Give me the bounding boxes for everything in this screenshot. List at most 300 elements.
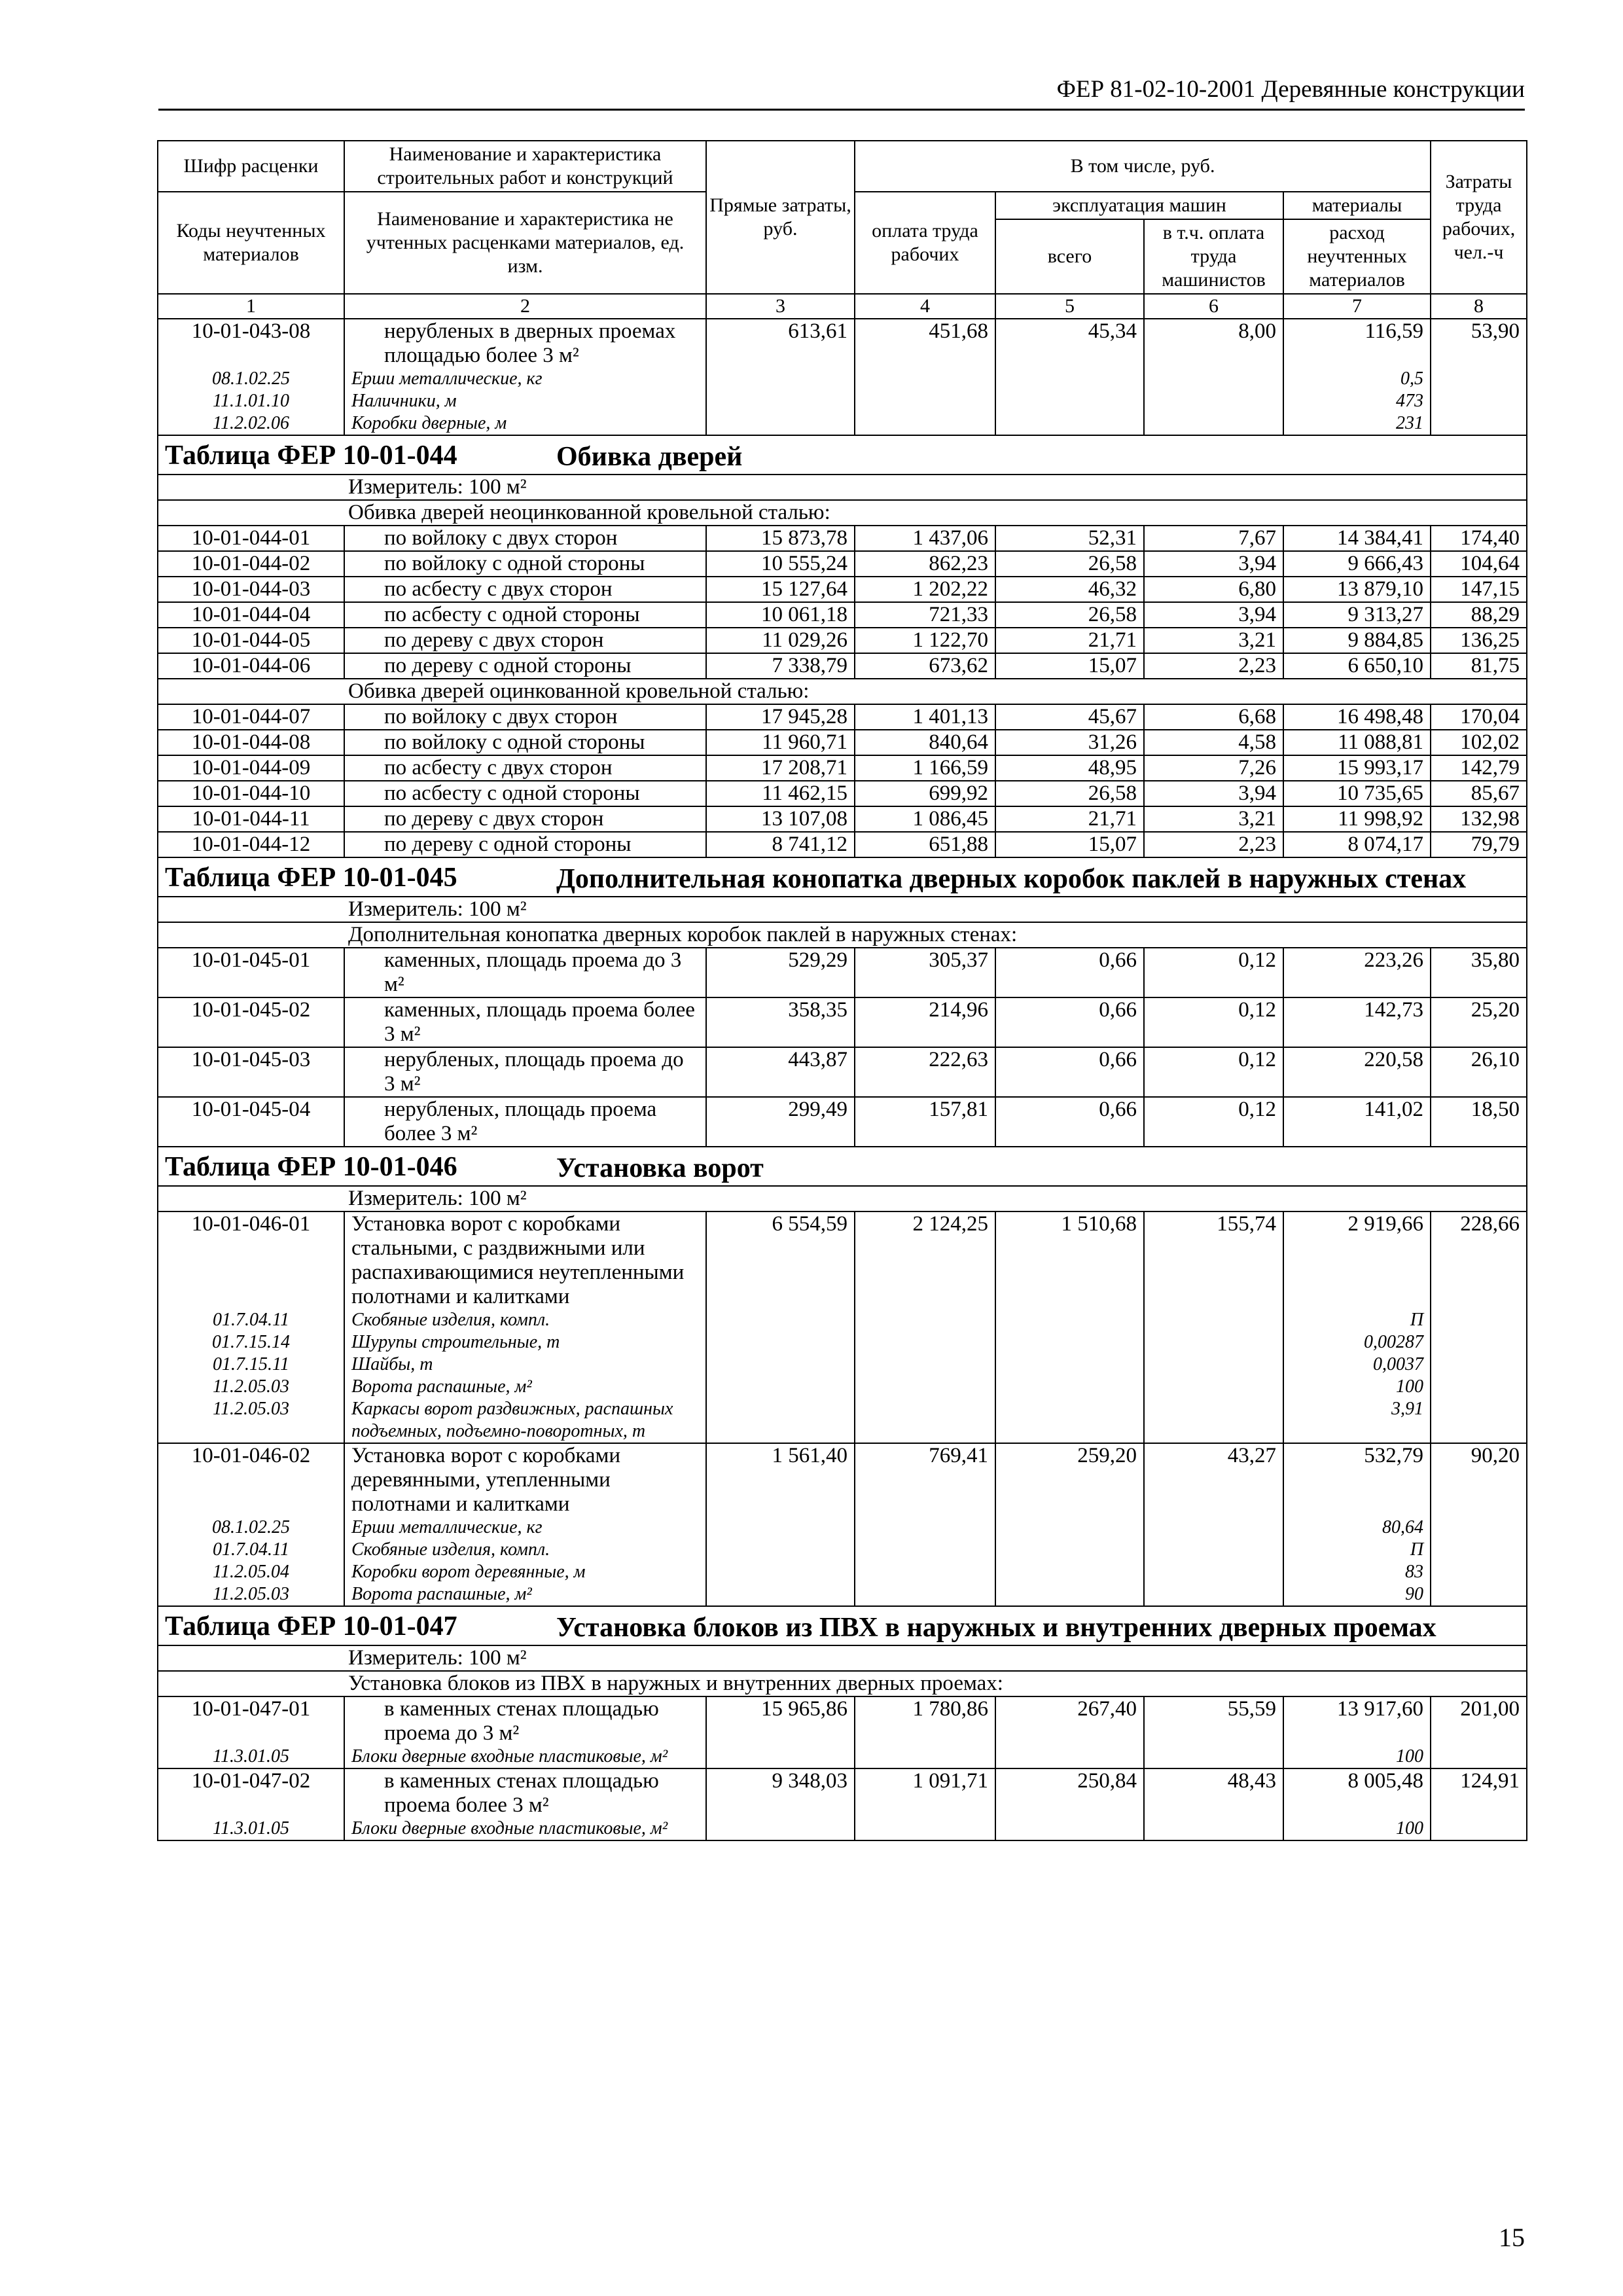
materials-cost: 6 650,10	[1283, 653, 1431, 679]
section-heading: Обивка дверей неоцинкованной кровельной сталью:	[158, 500, 1527, 526]
material-quantity: 100	[1283, 1376, 1431, 1398]
empty-cell	[995, 1583, 1144, 1606]
labor-wages: 157,81	[855, 1097, 995, 1147]
table-title	[158, 857, 1527, 897]
labor-wages: 2 124,25	[855, 1211, 995, 1309]
table-title-row	[158, 1147, 1527, 1186]
work-name: по асбесту с одной стороны	[344, 781, 706, 806]
work-name: каменных, площадь проема более 3 м²	[344, 997, 706, 1047]
materials-cost: 223,26	[1283, 948, 1431, 997]
materials-cost: 16 498,48	[1283, 704, 1431, 730]
table-name: Установка блоков из ПВХ в наружных и внутренних дверных проемах	[556, 1613, 1436, 1643]
material-name: Шурупы строительные, т	[344, 1331, 706, 1354]
header-code: Шифр расценки	[158, 141, 344, 192]
table-row	[158, 832, 1527, 857]
empty-cell	[855, 1818, 995, 1840]
materials-cost: 8 074,17	[1283, 832, 1431, 857]
direct-costs: 358,35	[706, 997, 855, 1047]
empty-cell	[706, 1376, 855, 1398]
labor-wages: 673,62	[855, 653, 995, 679]
empty-cell	[855, 412, 995, 435]
material-name: Скобяные изделия, компл.	[344, 1309, 706, 1331]
materials-cost: 9 313,27	[1283, 602, 1431, 628]
labor-wages: 721,33	[855, 602, 995, 628]
header-unaccounted-materials: расход неучтенных материалов	[1283, 219, 1431, 294]
column-number: 3	[706, 294, 855, 319]
empty-cell	[1144, 1516, 1283, 1539]
table-row	[158, 602, 1527, 628]
empty-cell	[855, 1376, 995, 1398]
column-number: 7	[1283, 294, 1431, 319]
empty-cell	[995, 1539, 1144, 1561]
direct-costs: 11 029,26	[706, 628, 855, 653]
empty-cell	[855, 1331, 995, 1354]
direct-costs: 17 208,71	[706, 755, 855, 781]
machines-total: 52,31	[995, 526, 1144, 551]
rate-code: 10-01-046-01	[158, 1211, 344, 1309]
material-code: 11.2.02.06	[158, 412, 344, 435]
labor-wages: 1 086,45	[855, 806, 995, 832]
empty-cell	[706, 1818, 855, 1840]
section-row	[158, 500, 1527, 526]
labor-hours: 201,00	[1431, 1696, 1527, 1746]
machinist-wages: 3,94	[1144, 551, 1283, 577]
direct-costs: 9 348,03	[706, 1768, 855, 1818]
table-row	[158, 1211, 1527, 1309]
empty-cell	[855, 1516, 995, 1539]
table-body	[158, 319, 1527, 1840]
materials-cost: 2 919,66	[1283, 1211, 1431, 1309]
empty-cell	[1144, 1561, 1283, 1583]
empty-cell	[706, 1561, 855, 1583]
table-row	[158, 551, 1527, 577]
empty-cell	[1431, 1746, 1527, 1768]
machines-total: 267,40	[995, 1696, 1144, 1746]
material-quantity: 0,00287	[1283, 1331, 1431, 1354]
labor-wages: 699,92	[855, 781, 995, 806]
rate-code: 10-01-045-01	[158, 948, 344, 997]
work-name: нерубленых в дверных проемах площадью более 3 м²	[344, 319, 706, 368]
column-number: 4	[855, 294, 995, 319]
labor-hours: 136,25	[1431, 628, 1527, 653]
table-row	[158, 1696, 1527, 1746]
labor-hours: 79,79	[1431, 832, 1527, 857]
materials-cost: 9 884,85	[1283, 628, 1431, 653]
machinist-wages: 3,21	[1144, 628, 1283, 653]
table-number: Таблица ФЕР 10-01-046	[165, 1152, 457, 1182]
labor-wages: 305,37	[855, 948, 995, 997]
material-name: Ворота распашные, м²	[344, 1376, 706, 1398]
column-number: 2	[344, 294, 706, 319]
labor-hours: 90,20	[1431, 1443, 1527, 1516]
unit-row	[158, 897, 1527, 922]
unit-row	[158, 475, 1527, 500]
header-labor-wages: оплата труда рабочих	[855, 192, 995, 294]
labor-hours: 18,50	[1431, 1097, 1527, 1147]
direct-costs: 15 127,64	[706, 577, 855, 602]
work-name: по асбесту с двух сторон	[344, 577, 706, 602]
material-quantity: 83	[1283, 1561, 1431, 1583]
material-row	[158, 1354, 1527, 1376]
labor-hours: 25,20	[1431, 997, 1527, 1047]
table-row	[158, 628, 1527, 653]
material-code: 08.1.02.25	[158, 368, 344, 390]
labor-hours: 170,04	[1431, 704, 1527, 730]
machinist-wages: 55,59	[1144, 1696, 1283, 1746]
measurement-unit: Измеритель: 100 м²	[158, 1186, 1527, 1211]
material-quantity: 231	[1283, 412, 1431, 435]
materials-cost: 9 666,43	[1283, 551, 1431, 577]
empty-cell	[706, 1516, 855, 1539]
machinist-wages: 2,23	[1144, 832, 1283, 857]
labor-hours: 102,02	[1431, 730, 1527, 755]
machinist-wages: 0,12	[1144, 1097, 1283, 1147]
rate-code: 10-01-044-07	[158, 704, 344, 730]
table-name: Дополнительная конопатка дверных коробок паклей в наружных стенах	[556, 864, 1467, 894]
empty-cell	[995, 1516, 1144, 1539]
empty-cell	[1431, 1539, 1527, 1561]
direct-costs: 15 873,78	[706, 526, 855, 551]
machinist-wages: 0,12	[1144, 997, 1283, 1047]
material-name: Скобяные изделия, компл.	[344, 1539, 706, 1561]
table-row	[158, 577, 1527, 602]
work-name: в каменных стенах площадью проема до 3 м²	[344, 1696, 706, 1746]
table-row	[158, 1097, 1527, 1147]
labor-wages: 1 122,70	[855, 628, 995, 653]
material-quantity: П	[1283, 1309, 1431, 1331]
empty-cell	[706, 1539, 855, 1561]
table-row	[158, 704, 1527, 730]
work-name: по дереву с одной стороны	[344, 653, 706, 679]
table-title	[158, 435, 1527, 475]
empty-cell	[1431, 368, 1527, 390]
empty-cell	[1431, 1331, 1527, 1354]
labor-wages: 214,96	[855, 997, 995, 1047]
empty-cell	[995, 412, 1144, 435]
empty-cell	[706, 1331, 855, 1354]
rate-code: 10-01-044-12	[158, 832, 344, 857]
table-row	[158, 1443, 1527, 1516]
empty-cell	[1144, 1331, 1283, 1354]
header-rule	[158, 109, 1525, 111]
material-quantity: 0,5	[1283, 368, 1431, 390]
measurement-unit: Измеритель: 100 м²	[158, 475, 1527, 500]
material-code: 11.2.05.03	[158, 1376, 344, 1398]
material-code: 11.2.05.03	[158, 1398, 344, 1443]
table-title	[158, 1147, 1527, 1186]
empty-cell	[1144, 1376, 1283, 1398]
column-number: 6	[1144, 294, 1283, 319]
material-quantity: 3,91	[1283, 1398, 1431, 1443]
labor-hours: 124,91	[1431, 1768, 1527, 1818]
rate-code: 10-01-043-08	[158, 319, 344, 368]
machines-total: 26,58	[995, 781, 1144, 806]
labor-wages: 1 780,86	[855, 1696, 995, 1746]
empty-cell	[1431, 390, 1527, 412]
table-row	[158, 806, 1527, 832]
materials-cost: 13 879,10	[1283, 577, 1431, 602]
material-quantity: П	[1283, 1539, 1431, 1561]
empty-cell	[995, 1309, 1144, 1331]
header-materials: материалы	[1283, 192, 1431, 219]
direct-costs: 10 555,24	[706, 551, 855, 577]
material-code: 11.2.05.03	[158, 1583, 344, 1606]
material-name: Блоки дверные входные пластиковые, м²	[344, 1818, 706, 1840]
direct-costs: 7 338,79	[706, 653, 855, 679]
empty-cell	[1144, 1539, 1283, 1561]
direct-costs: 10 061,18	[706, 602, 855, 628]
materials-cost: 8 005,48	[1283, 1768, 1431, 1818]
labor-hours: 26,10	[1431, 1047, 1527, 1097]
labor-hours: 35,80	[1431, 948, 1527, 997]
rates-table	[157, 140, 1527, 1841]
materials-cost: 141,02	[1283, 1097, 1431, 1147]
labor-wages: 222,63	[855, 1047, 995, 1097]
material-row	[158, 1583, 1527, 1606]
table-row	[158, 755, 1527, 781]
material-code: 08.1.02.25	[158, 1516, 344, 1539]
rate-code: 10-01-046-02	[158, 1443, 344, 1516]
labor-wages: 840,64	[855, 730, 995, 755]
empty-cell	[995, 1398, 1144, 1443]
machines-total: 15,07	[995, 832, 1144, 857]
materials-cost: 142,73	[1283, 997, 1431, 1047]
header-machines-total: всего	[995, 219, 1144, 294]
work-name: по войлоку с двух сторон	[344, 704, 706, 730]
empty-cell	[706, 1309, 855, 1331]
material-code: 11.2.05.04	[158, 1561, 344, 1583]
material-quantity: 80,64	[1283, 1516, 1431, 1539]
empty-cell	[1144, 1818, 1283, 1840]
machines-total: 31,26	[995, 730, 1144, 755]
empty-cell	[855, 1561, 995, 1583]
unit-row	[158, 1645, 1527, 1671]
empty-cell	[706, 1398, 855, 1443]
labor-hours: 53,90	[1431, 319, 1527, 368]
work-name: каменных, площадь проема до 3 м²	[344, 948, 706, 997]
machinist-wages: 43,27	[1144, 1443, 1283, 1516]
machinist-wages: 4,58	[1144, 730, 1283, 755]
empty-cell	[706, 412, 855, 435]
table-row	[158, 730, 1527, 755]
direct-costs: 299,49	[706, 1097, 855, 1147]
direct-costs: 443,87	[706, 1047, 855, 1097]
material-name: Коробки дверные, м	[344, 412, 706, 435]
material-name: Шайбы, т	[344, 1354, 706, 1376]
direct-costs: 529,29	[706, 948, 855, 997]
empty-cell	[706, 1583, 855, 1606]
machinist-wages: 3,94	[1144, 781, 1283, 806]
machines-total: 45,34	[995, 319, 1144, 368]
machinist-wages: 3,94	[1144, 602, 1283, 628]
machines-total: 48,95	[995, 755, 1144, 781]
labor-hours: 228,66	[1431, 1211, 1527, 1309]
material-name: Наличники, м	[344, 390, 706, 412]
empty-cell	[1144, 390, 1283, 412]
machines-total: 0,66	[995, 997, 1144, 1047]
material-row	[158, 390, 1527, 412]
column-number: 1	[158, 294, 344, 319]
rate-code: 10-01-044-04	[158, 602, 344, 628]
rate-code: 10-01-047-01	[158, 1696, 344, 1746]
rate-code: 10-01-045-03	[158, 1047, 344, 1097]
direct-costs: 15 965,86	[706, 1696, 855, 1746]
material-row	[158, 412, 1527, 435]
material-name: Ерши металлические, кг	[344, 368, 706, 390]
section-heading: Дополнительная конопатка дверных коробок паклей в наружных стенах:	[158, 922, 1527, 948]
table-name: Установка ворот	[556, 1153, 764, 1183]
materials-cost: 11 998,92	[1283, 806, 1431, 832]
labor-wages: 862,23	[855, 551, 995, 577]
machinist-wages: 6,80	[1144, 577, 1283, 602]
empty-cell	[1144, 368, 1283, 390]
direct-costs: 6 554,59	[706, 1211, 855, 1309]
material-name: Каркасы ворот раздвижных, распашных подъемных, подъемно-поворотных, т	[344, 1398, 706, 1443]
empty-cell	[995, 1376, 1144, 1398]
material-row	[158, 1561, 1527, 1583]
labor-wages: 1 202,22	[855, 577, 995, 602]
empty-cell	[995, 368, 1144, 390]
work-name: по войлоку с одной стороны	[344, 551, 706, 577]
section-heading: Установка блоков из ПВХ в наружных и внутренних дверных проемах:	[158, 1671, 1527, 1696]
work-name: по дереву с одной стороны	[344, 832, 706, 857]
unit-row	[158, 1186, 1527, 1211]
material-row	[158, 1746, 1527, 1768]
work-name: по дереву с двух сторон	[344, 806, 706, 832]
rate-code: 10-01-044-05	[158, 628, 344, 653]
direct-costs: 8 741,12	[706, 832, 855, 857]
direct-costs: 1 561,40	[706, 1443, 855, 1516]
empty-cell	[1144, 1398, 1283, 1443]
rate-code: 10-01-044-03	[158, 577, 344, 602]
empty-cell	[1144, 1583, 1283, 1606]
page-number: 15	[1499, 2223, 1525, 2252]
empty-cell	[1431, 1561, 1527, 1583]
direct-costs: 11 462,15	[706, 781, 855, 806]
empty-cell	[1431, 1516, 1527, 1539]
machines-total: 0,66	[995, 1097, 1144, 1147]
material-code: 01.7.15.11	[158, 1354, 344, 1376]
material-code: 01.7.04.11	[158, 1539, 344, 1561]
rate-code: 10-01-047-02	[158, 1768, 344, 1818]
column-number: 8	[1431, 294, 1527, 319]
rate-code: 10-01-044-09	[158, 755, 344, 781]
table-number: Таблица ФЕР 10-01-047	[165, 1611, 457, 1641]
labor-wages: 1 437,06	[855, 526, 995, 551]
labor-wages: 651,88	[855, 832, 995, 857]
empty-cell	[1431, 1354, 1527, 1376]
empty-cell	[855, 1309, 995, 1331]
empty-cell	[1144, 1746, 1283, 1768]
empty-cell	[995, 1818, 1144, 1840]
work-name: Установка ворот с коробками стальными, с раздвижными или распахивающимися неутепленными полотнами и калитками	[344, 1211, 706, 1309]
section-row	[158, 1671, 1527, 1696]
empty-cell	[995, 1354, 1144, 1376]
material-quantity: 100	[1283, 1746, 1431, 1768]
rate-code: 10-01-045-04	[158, 1097, 344, 1147]
table-row	[158, 319, 1527, 368]
material-row	[158, 1398, 1527, 1443]
labor-wages: 1 166,59	[855, 755, 995, 781]
machinist-wages: 0,12	[1144, 1047, 1283, 1097]
table-row	[158, 1047, 1527, 1097]
materials-cost: 532,79	[1283, 1443, 1431, 1516]
work-name: по асбесту с одной стороны	[344, 602, 706, 628]
table-title-row	[158, 1606, 1527, 1645]
direct-costs: 13 107,08	[706, 806, 855, 832]
material-name: Блоки дверные входные пластиковые, м²	[344, 1746, 706, 1768]
empty-cell	[1431, 1398, 1527, 1443]
table-row	[158, 948, 1527, 997]
material-name: Ворота распашные, м²	[344, 1583, 706, 1606]
machines-total: 250,84	[995, 1768, 1144, 1818]
empty-cell	[1431, 412, 1527, 435]
rate-code: 10-01-044-06	[158, 653, 344, 679]
machines-total: 21,71	[995, 628, 1144, 653]
labor-hours: 104,64	[1431, 551, 1527, 577]
machinist-wages: 0,12	[1144, 948, 1283, 997]
measurement-unit: Измеритель: 100 м²	[158, 1645, 1527, 1671]
material-row	[158, 1331, 1527, 1354]
material-row	[158, 1376, 1527, 1398]
rate-code: 10-01-044-11	[158, 806, 344, 832]
machines-total: 45,67	[995, 704, 1144, 730]
work-name: нерубленых, площадь проема более 3 м²	[344, 1097, 706, 1147]
machines-total: 1 510,68	[995, 1211, 1144, 1309]
machines-total: 21,71	[995, 806, 1144, 832]
empty-cell	[855, 1539, 995, 1561]
table-title	[158, 1606, 1527, 1645]
machinist-wages: 7,67	[1144, 526, 1283, 551]
work-name: нерубленых, площадь проема до 3 м²	[344, 1047, 706, 1097]
material-name: Ерши металлические, кг	[344, 1516, 706, 1539]
measurement-unit: Измеритель: 100 м²	[158, 897, 1527, 922]
header-direct-costs: Прямые затраты, руб.	[706, 141, 855, 294]
header-unaccounted-name: Наименование и характеристика не учтенных расценками материалов, ед. изм.	[344, 192, 706, 294]
work-name: по дереву с двух сторон	[344, 628, 706, 653]
labor-hours: 147,15	[1431, 577, 1527, 602]
rate-code: 10-01-045-02	[158, 997, 344, 1047]
material-code: 01.7.04.11	[158, 1309, 344, 1331]
direct-costs: 17 945,28	[706, 704, 855, 730]
table-number: Таблица ФЕР 10-01-045	[165, 863, 457, 893]
machinist-wages: 48,43	[1144, 1768, 1283, 1818]
materials-cost: 11 088,81	[1283, 730, 1431, 755]
direct-costs: 613,61	[706, 319, 855, 368]
work-name: Установка ворот с коробками деревянными, утепленными полотнами и калитками	[344, 1443, 706, 1516]
column-number: 5	[995, 294, 1144, 319]
empty-cell	[1144, 1354, 1283, 1376]
work-name: в каменных стенах площадью проема более 3 м²	[344, 1768, 706, 1818]
table-header	[158, 141, 1527, 319]
labor-wages: 769,41	[855, 1443, 995, 1516]
materials-cost: 220,58	[1283, 1047, 1431, 1097]
header-machines: эксплуатация машин	[995, 192, 1283, 219]
labor-hours: 81,75	[1431, 653, 1527, 679]
section-row	[158, 679, 1527, 704]
machines-total: 26,58	[995, 551, 1144, 577]
rate-code: 10-01-044-08	[158, 730, 344, 755]
material-quantity: 473	[1283, 390, 1431, 412]
empty-cell	[1431, 1583, 1527, 1606]
section-heading: Обивка дверей оцинкованной кровельной сталью:	[158, 679, 1527, 704]
header-machinist-wages: в т.ч. оплата труда машинистов	[1144, 219, 1283, 294]
materials-cost: 15 993,17	[1283, 755, 1431, 781]
empty-cell	[1431, 1376, 1527, 1398]
empty-cell	[855, 390, 995, 412]
material-row	[158, 1309, 1527, 1331]
material-row	[158, 368, 1527, 390]
